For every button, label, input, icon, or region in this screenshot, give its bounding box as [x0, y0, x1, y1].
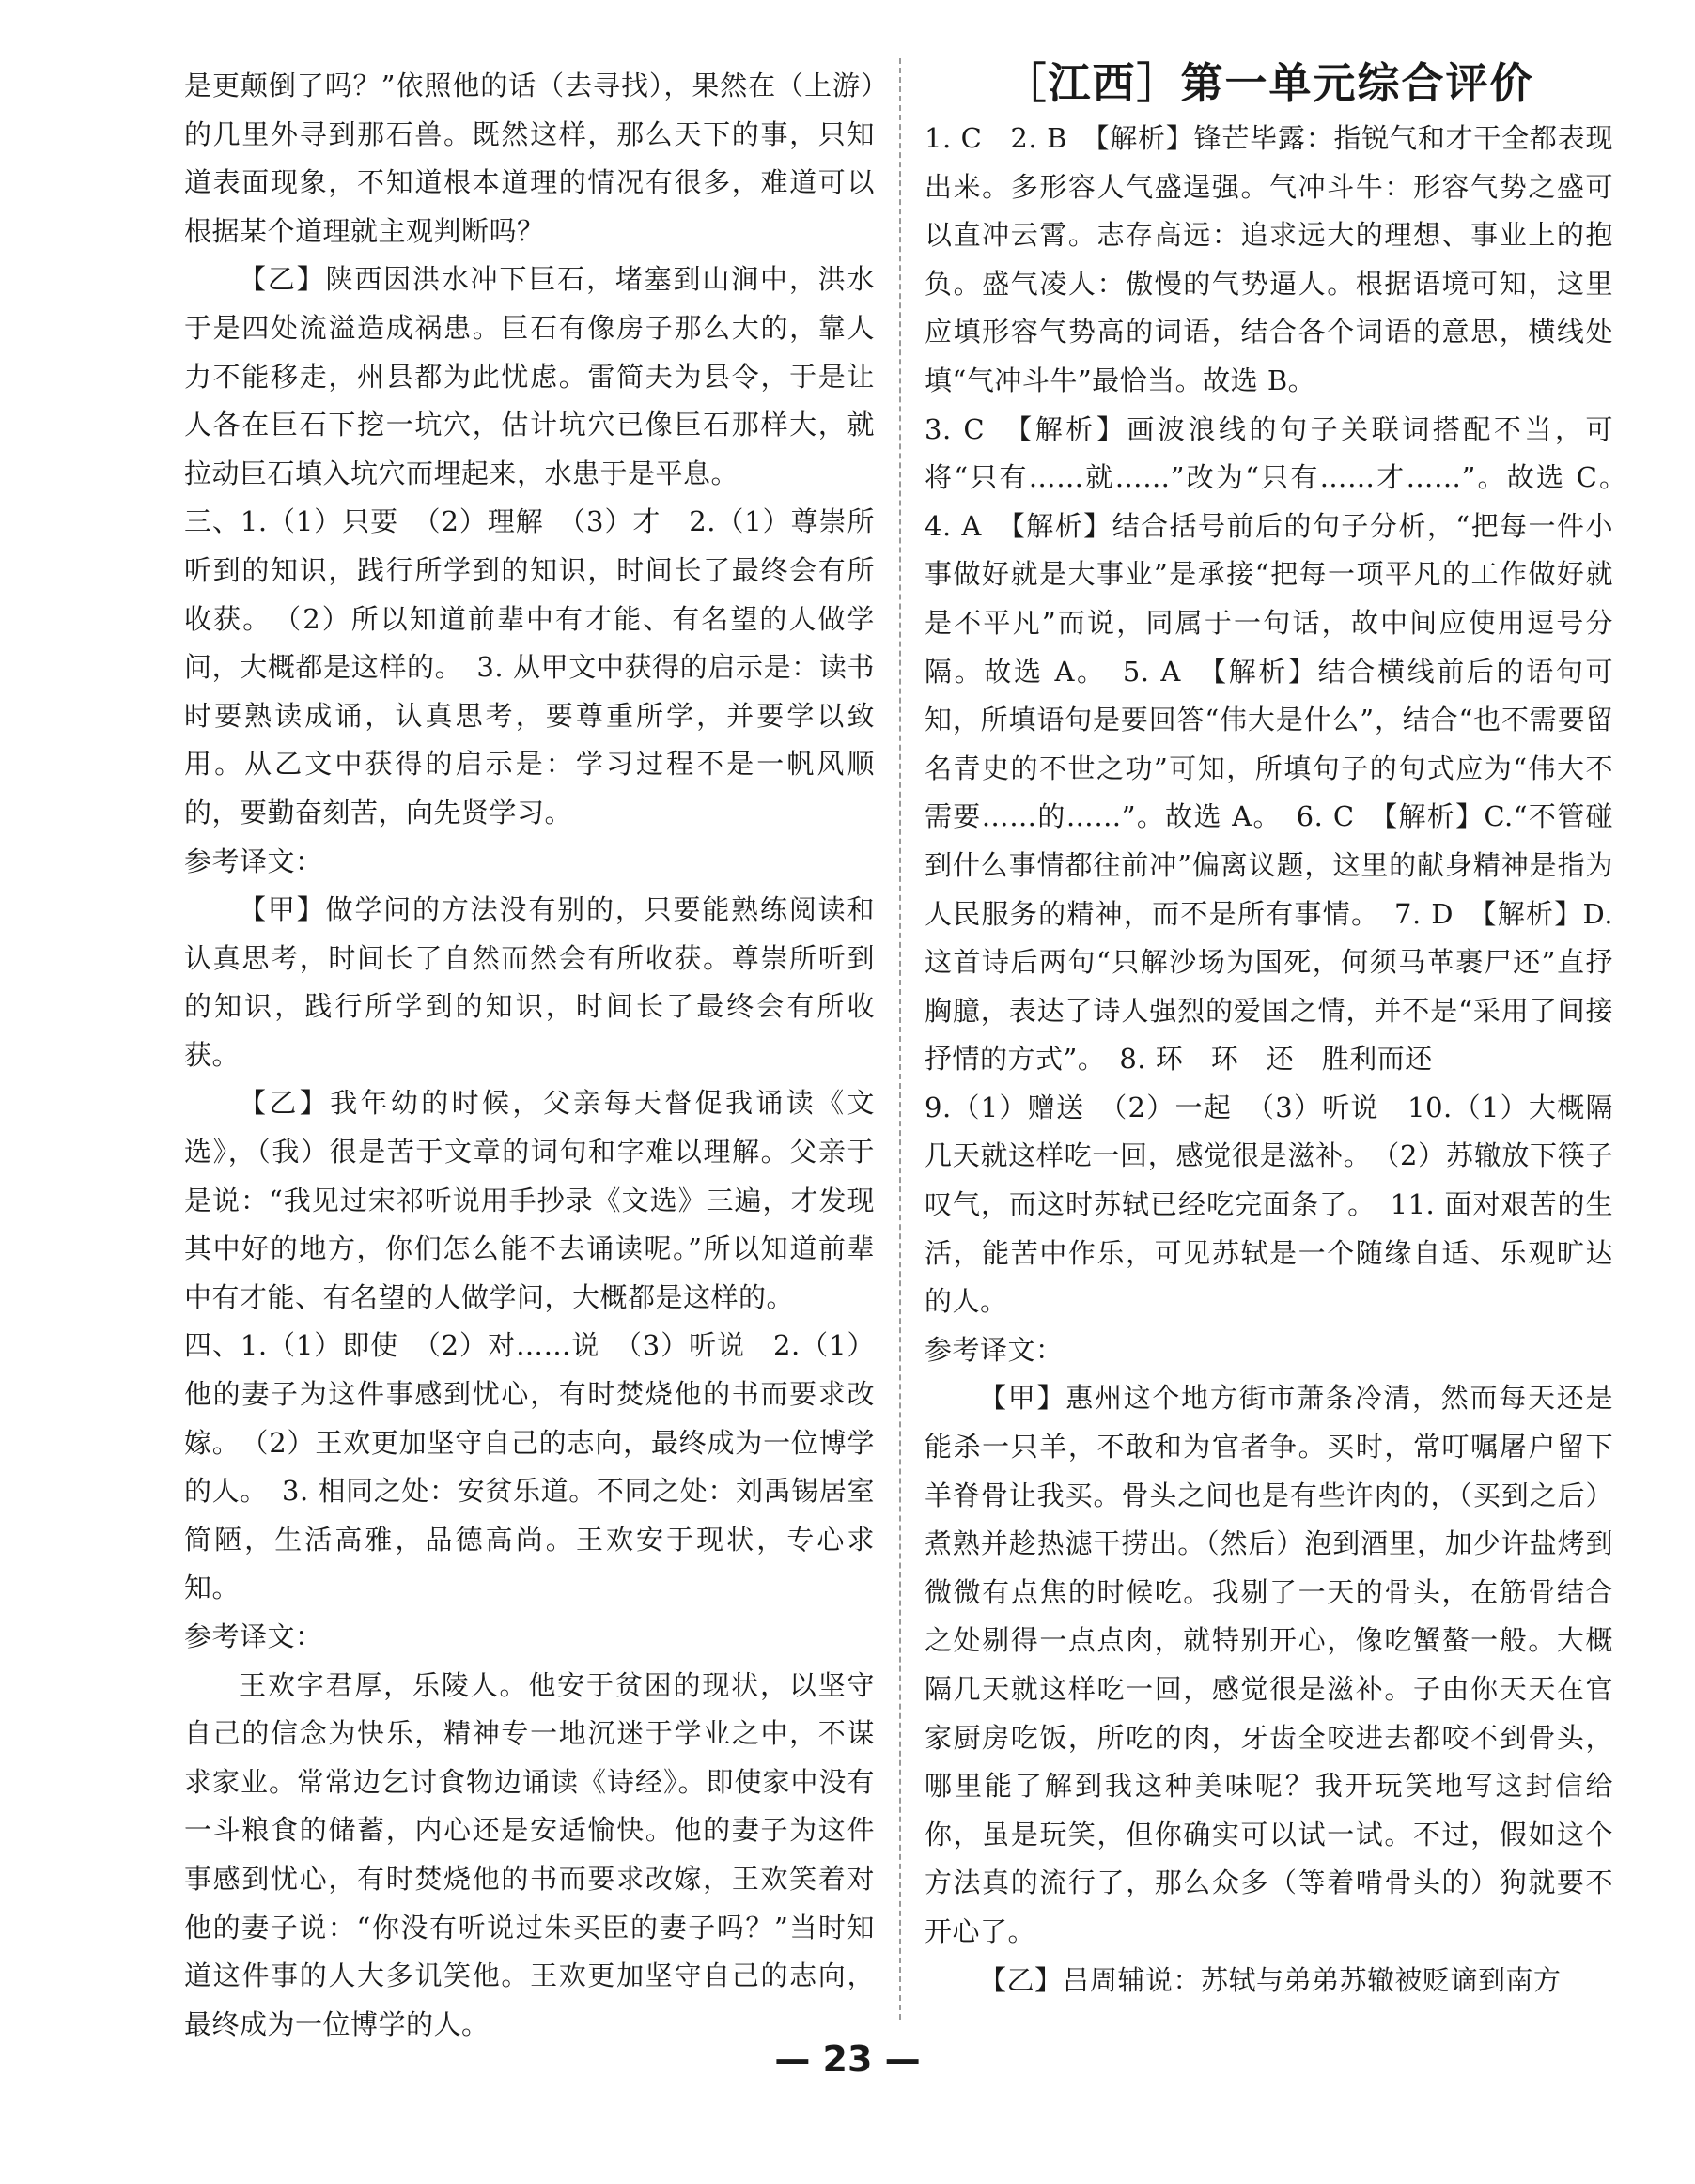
right-column [925, 58, 1641, 2005]
answer-section-3: 三、1.（1）只要 （2）理解 （3）才 2.（1）尊崇所听到的知识，践行所学到的知识，时间长了最终会有所收获。 （2）所以知道前辈中有才能、有名望的人做学问，大概都是这样的。 3. 从甲文中获得的启示是：读书时要熟读成诵，认真思考，要尊重所学，并要学以致用。从乙文中获得的启示是：学习过程不是一帆风顺的，要勤奋刻苦，向先贤学习。 [184, 505, 875, 829]
left-paragraph-1: 是更颠倒了吗？”依照他的话（去寻找），果然在（上游）的几里外寻到那石兽。既然这样，那么天下的事，只知道表面现象，不知道根本道理的情况有很多，难道可以根据某个道理就主观判断吗？ [184, 70, 875, 247]
reference-translation-label: 参考译文： [184, 1620, 323, 1652]
translation-wanghuan: 王欢字君厚，乐陵人。他安于贫困的现状，以坚守自己的信念为快乐，精神专一地沉迷于学业之中，不谋求家业。常常边乞讨食物边诵读《诗经》。即使家中没有一斗粮食的储蓄，内心还是安适愉快。他的妻子为这件事感到忧心，有时焚烧他的书而要求改嫁，王欢笑着对他的妻子说：“你没有听说过朱买臣的妻子吗？”当时知道这件事的人大多讥笑他。王欢更加坚守自己的志向，最终成为一位博学的人。 [184, 1668, 875, 2040]
translation-jia: 【甲】惠州这个地方街市萧条冷清，然而每天还是能杀一只羊，不敢和为官者争。买时，常叮嘱屠户留下羊脊骨让我买。骨头之间也是有些许肉的，（买到之后）煮熟并趁热滤干捞出。（然后）泡到酒里，加少许盐烤到微微有点焦的时候吃。我剔了一天的骨头，在筋骨结合之处剔得一点点肉，就特别开心，像吃蟹螯一般。大概隔几天就这样吃一回，感觉很是滋补。子由你天天在官家厨房吃饭，所吃的肉，牙齿全咬进去都咬不到骨头，哪里能了解到我这种美味呢？我开玩笑地写这封信给你，虽是玩笑，但你确实可以试一试。不过，假如这个方法真的流行了，那么众多（等着啃骨头的）狗就要不开心了。 [925, 1382, 1613, 1947]
answer-section-4: 四、1.（1）即使 （2）对……说 （3）听说 2.（1）他的妻子为这件事感到忧心，有时焚烧他的书而要求改嫁。 （2）王欢更加坚守自己的志向，最终成为一位博学的人。 3. 相同之处：安贫乐道。不同之处：刘禹锡居室简陋，生活高雅，品德高尚。王欢安于现状，专心求知。 [184, 1329, 875, 1604]
translation-yi: 【乙】吕周辅说：苏轼与弟弟苏辙被贬谪到南方 [979, 1963, 1562, 1996]
reference-translation-label: 参考译文： [925, 1333, 1064, 1366]
reference-translation-label: 参考译文： [184, 844, 323, 877]
translation-jia: 【甲】做学问的方法没有别的，只要能熟练阅读和认真思考，时间长了自然而然会有所收获。尊崇所听到的知识，践行所学到的知识，时间长了最终会有所收获。 [184, 893, 875, 1071]
section-title: ［江西］第一单元综合评价 [1003, 58, 1534, 108]
answers-3-8: 3. C 【解析】画波浪线的句子关联词搭配不当，可将“只有……就……”改为“只有……才……”。故选 C。 4. A 【解析】结合括号前后的句子分析，“把每一件小事做好就是大事业”是承接“把每一项平凡的工作做好就是不平凡”而说，同属于一句话，故中间应使用逗号分隔。故选 A。 5. A 【解析】结合横线前后的语句可知，所填语句是要回答“伟大是什么”，结合“也不需要留名青史的不世之功”可知，所填句子的句式应为“伟大不需要……的……”。故选 A。 6. C 【解析】C.“不管碰到什么事情都往前冲”偏离议题，这里的献身精神是指为人民服务的精神，而不是所有事情。 7. D 【解析】D. 这首诗后两句“只解沙场为国死，何须马革裹尸还”直抒胸臆，表达了诗人强烈的爱国之情，并不是“采用了间接抒情的方式”。 8. 环 环 还 胜利而还 [925, 412, 1641, 1076]
left-column [184, 62, 875, 2049]
page-number: — 23 — [774, 2038, 921, 2080]
answers-1-2: 1. C 2. B 【解析】锋芒毕露：指锐气和才干全都表现出来。多形容人气盛逞强。气冲斗牛：形容气势之盛可以直冲云霄。志存高远：追求远大的理想、事业上的抱负。盛气凌人：傲慢的气势逼人。根据语境可知，这里应填形容气势高的词语，结合各个词语的意思，横线处填“气冲斗牛”最恰当。故选 B。 [925, 122, 1613, 396]
column-divider [899, 58, 901, 2020]
translation-yi: 【乙】我年幼的时候，父亲每天督促我诵读《文选》，（我）很是苦于文章的词句和字难以理解。父亲于是说：“我见过宋祁听说用手抄录《文选》三遍，才发现其中好的地方，你们怎么能不去诵读呢。”所以知道前辈中有才能、有名望的人做学问，大概都是这样的。 [184, 1087, 875, 1313]
answers-9-11: 9.（1）赠送 （2）一起 （3）听说 10.（1）大概隔几天就这样吃一回，感觉很是滋补。 （2）苏辙放下筷子叹气，而这时苏轼已经吃完面条了。 11. 面对艰苦的生活，能苦中作乐，可见苏轼是一个随缘自适、乐观旷达的人。 [925, 1091, 1613, 1318]
left-paragraph-2: 【乙】陕西因洪水冲下巨石，堵塞到山涧中，洪水于是四处流溢造成祸患。巨石有像房子那么大的，靠人力不能移走，州县都为此忧虑。雷简夫为县令，于是让人各在巨石下挖一坑穴，估计坑穴已像巨石那样大，就拉动巨石填入坑穴而埋起来，水患于是平息。 [184, 263, 875, 489]
